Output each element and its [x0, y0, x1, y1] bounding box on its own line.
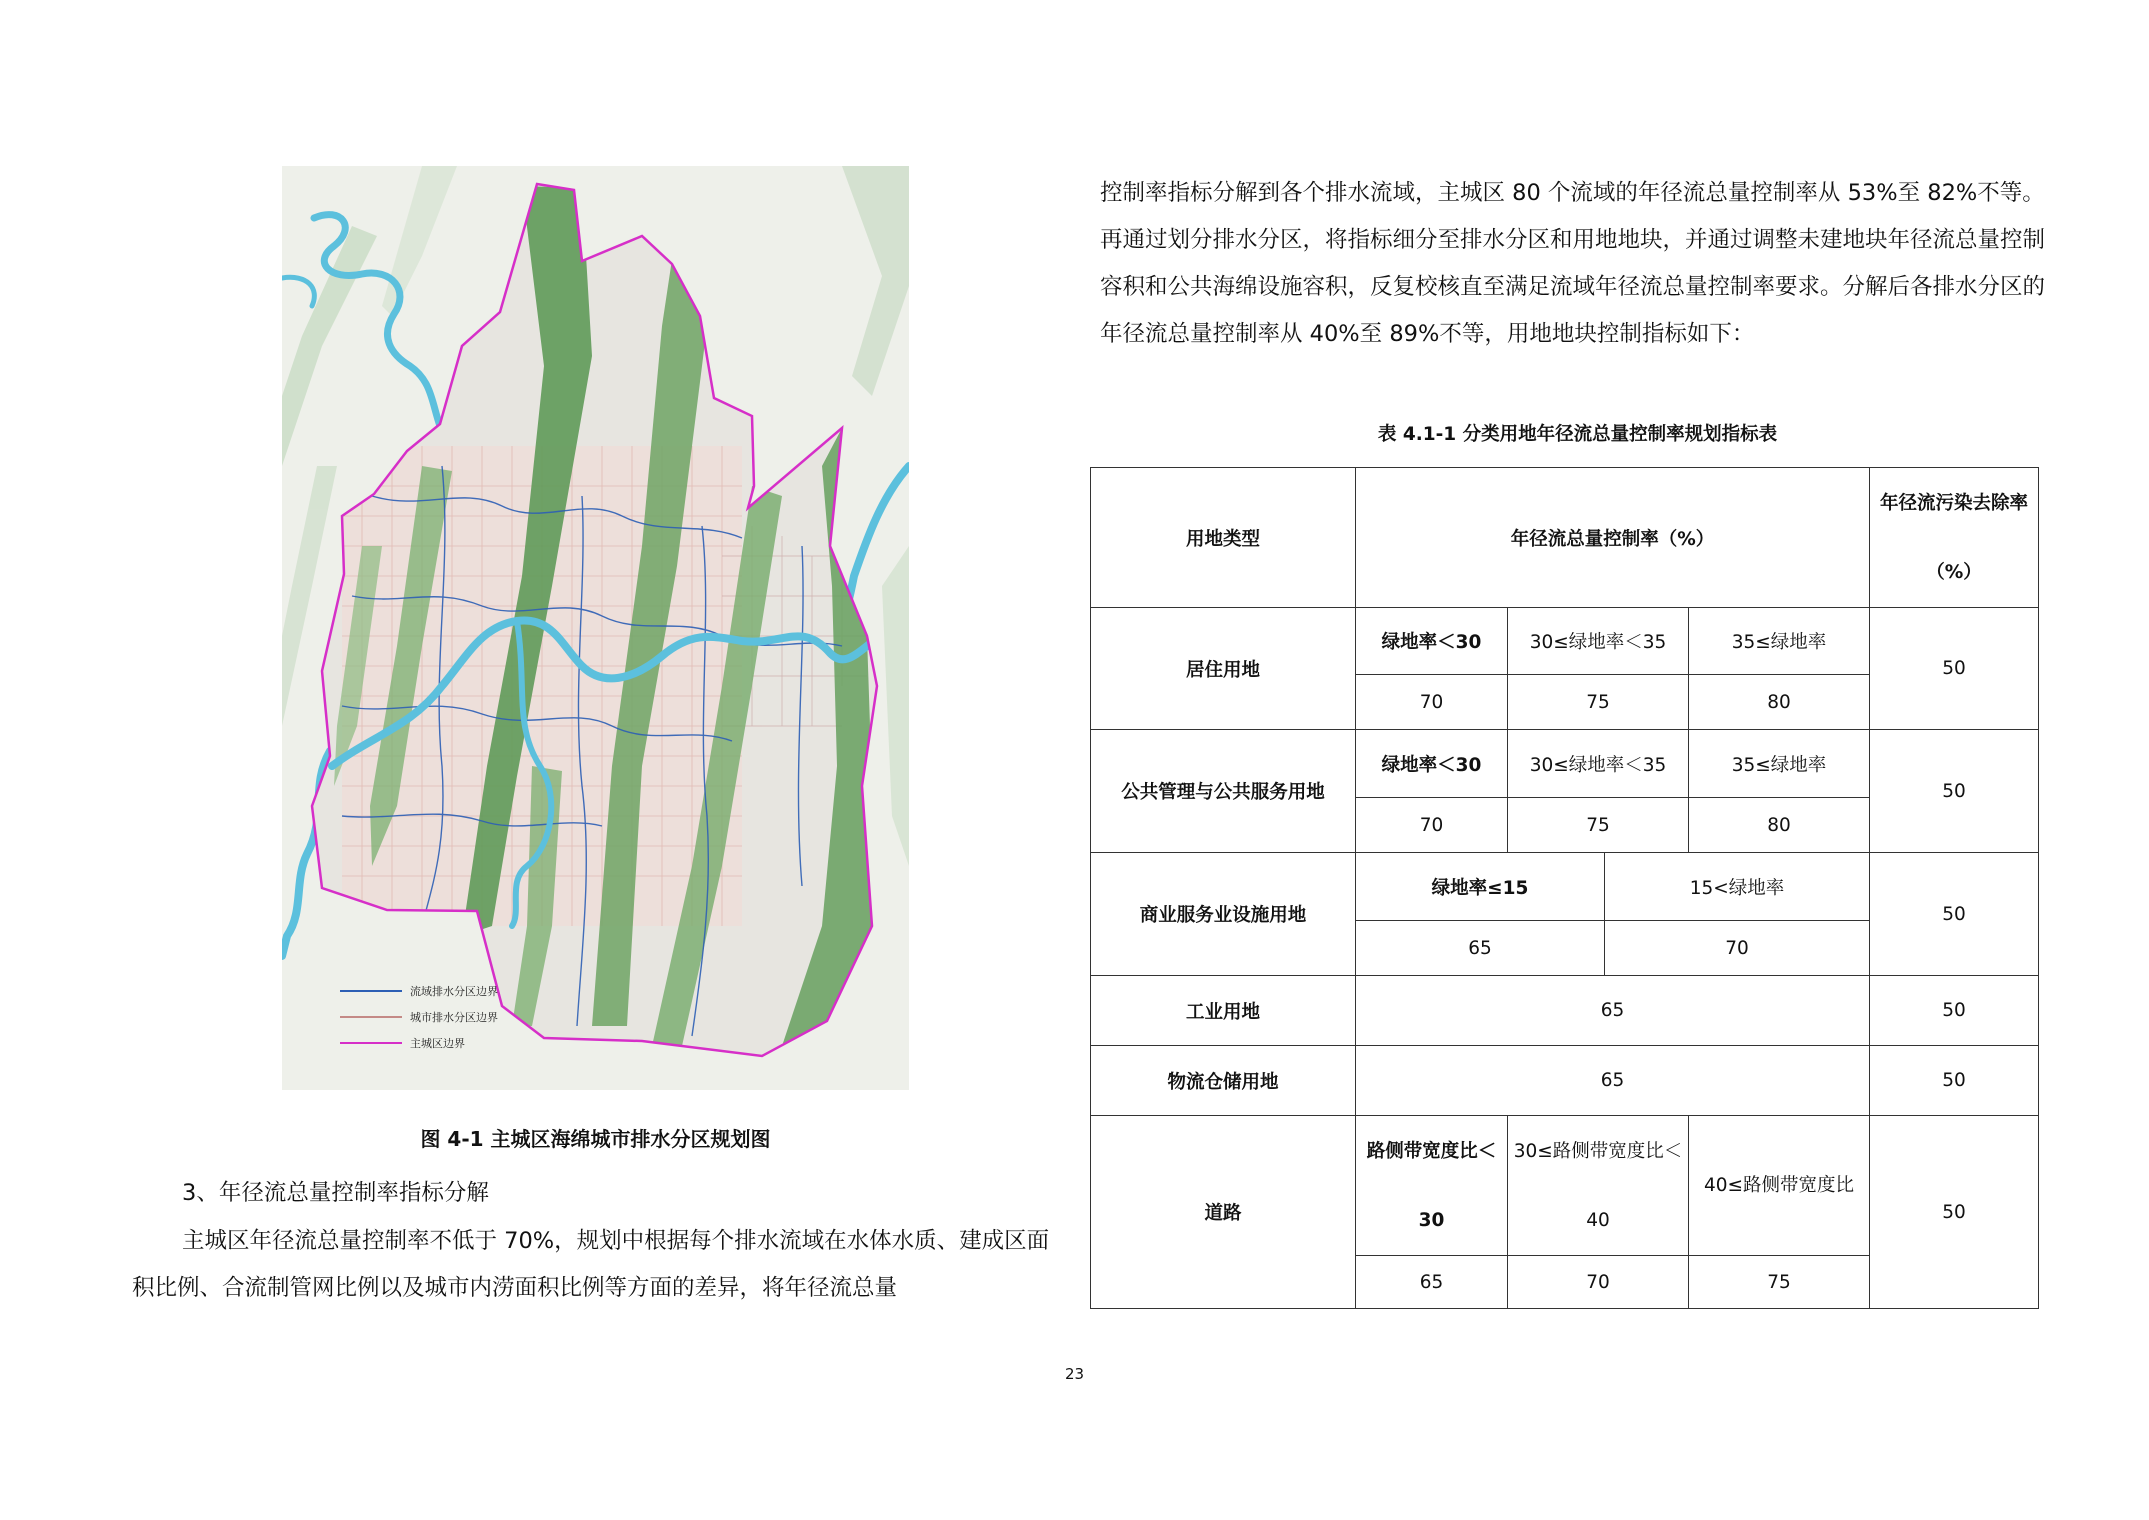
legend-label-city-zone: 城市排水分区边界	[410, 1011, 498, 1024]
value-cell: 75	[1508, 675, 1689, 730]
row-name-logistics: 物流仓储用地	[1091, 1046, 1356, 1116]
section-heading: 3、年径流总量控制率指标分解	[182, 1180, 489, 1206]
value-cell: 65	[1356, 1046, 1870, 1116]
row-name-commercial: 商业服务业设施用地	[1091, 853, 1356, 976]
row-name-public: 公共管理与公共服务用地	[1091, 730, 1356, 853]
condition-cell: 绿地率＜30	[1356, 730, 1508, 798]
page-number: 23	[1064, 1365, 1085, 1383]
value-cell: 70	[1508, 1256, 1689, 1309]
condition-cell: 路侧带宽度比＜30	[1356, 1116, 1508, 1256]
table-row	[1091, 976, 2039, 1046]
header-control-rate: 年径流总量控制率（%）	[1356, 468, 1870, 608]
row-name-residential: 居住用地	[1091, 608, 1356, 730]
value-cell: 70	[1356, 798, 1508, 853]
map-graphic	[282, 166, 909, 1090]
condition-cell: 30≤路侧带宽度比＜40	[1508, 1116, 1689, 1256]
value-cell: 80	[1689, 798, 1870, 853]
table-row	[1091, 1116, 2039, 1256]
table-row	[1091, 730, 2039, 798]
condition-cell: 30≤绿地率＜35	[1508, 608, 1689, 675]
table-row	[1091, 1046, 2039, 1116]
value-cell: 75	[1508, 798, 1689, 853]
value-cell: 70	[1356, 675, 1508, 730]
value-cell: 65	[1356, 921, 1605, 976]
header-pollutant-removal: 年径流污染去除率（%）	[1870, 468, 2039, 608]
condition-cell: 绿地率≤15	[1356, 853, 1605, 921]
header-land-type: 用地类型	[1091, 468, 1356, 608]
value-cell: 70	[1605, 921, 1870, 976]
value-cell: 80	[1689, 675, 1870, 730]
removal-cell: 50	[1870, 730, 2039, 853]
condition-cell: 35≤绿地率	[1689, 608, 1870, 675]
row-name-industrial: 工业用地	[1091, 976, 1356, 1046]
removal-cell: 50	[1870, 1116, 2039, 1309]
condition-cell: 绿地率＜30	[1356, 608, 1508, 675]
figure-caption: 图 4-1 主城区海绵城市排水分区规划图	[420, 1127, 771, 1151]
legend-label-main-area: 主城区边界	[410, 1037, 465, 1050]
removal-cell: 50	[1870, 1046, 2039, 1116]
table-title: 表 4.1-1 分类用地年径流总量控制率规划指标表	[1377, 424, 1778, 445]
runoff-control-rate-table	[1090, 467, 2039, 1309]
value-cell: 75	[1689, 1256, 1870, 1309]
condition-cell: 35≤绿地率	[1689, 730, 1870, 798]
table-header-row	[1091, 468, 2039, 608]
removal-cell: 50	[1870, 976, 2039, 1046]
removal-cell: 50	[1870, 608, 2039, 730]
condition-cell: 15<绿地率	[1605, 853, 1870, 921]
value-cell: 65	[1356, 1256, 1508, 1309]
removal-cell: 50	[1870, 853, 2039, 976]
value-cell: 65	[1356, 976, 1870, 1046]
legend-label-watershed: 流域排水分区边界	[410, 985, 498, 998]
drainage-zoning-map	[282, 166, 909, 1090]
table-row	[1091, 853, 2039, 921]
row-name-road: 道路	[1091, 1116, 1356, 1309]
left-paragraph: 主城区年径流总量控制率不低于 70%，规划中根据每个排水流域在水体水质、建成区面积比例、合流制管网比例以及城市内涝面积比例等方面的差异，将年径流总量	[132, 1228, 1050, 1301]
table-row	[1091, 608, 2039, 675]
right-paragraph: 控制率指标分解到各个排水流域，主城区 80 个流域的年径流总量控制率从 53%至 82%不等。再通过划分排水分区，将指标细分至排水分区和用地地块，并通过调整未建地块年径流总量控制容积和公共海绵设施容积，反复校核直至满足流域年径流总量控制率要求。分解后各排水分区的年径流总量控制率从 40%至 89%不等，用地地块控制指标如下：	[1100, 180, 2046, 347]
condition-cell: 40≤路侧带宽度比	[1689, 1116, 1870, 1256]
condition-cell: 30≤绿地率＜35	[1508, 730, 1689, 798]
